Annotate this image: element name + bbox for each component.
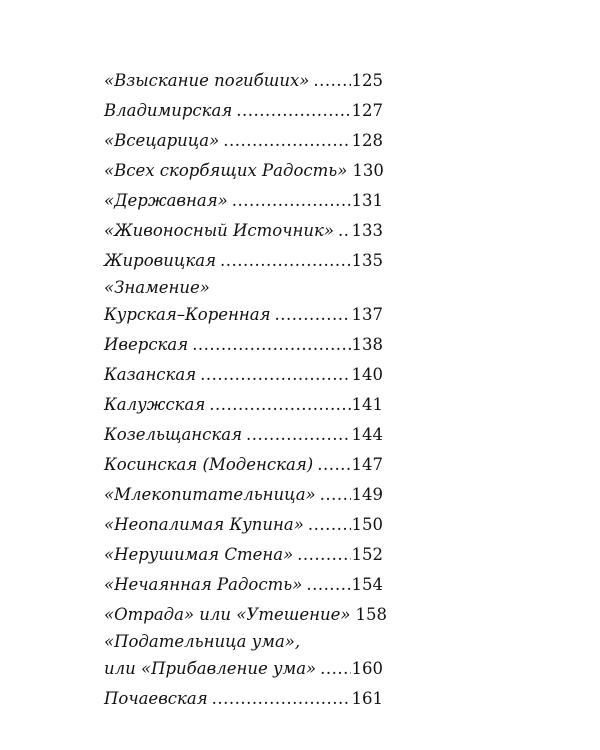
toc-entry-title: «Живоносный Источник» bbox=[104, 221, 334, 240]
page-number: 138 bbox=[351, 335, 383, 354]
dot-leader bbox=[338, 216, 351, 246]
toc-entry-title: «Всецарица» bbox=[104, 131, 220, 150]
toc-entry-title: Иверская bbox=[104, 335, 189, 354]
toc-entry bbox=[104, 156, 383, 186]
toc-entry bbox=[104, 480, 383, 510]
dot-leader bbox=[320, 480, 351, 510]
dot-leader bbox=[200, 360, 350, 390]
table-of-contents bbox=[104, 66, 387, 714]
toc-entry-title: «Всех скорбящих Радость» bbox=[104, 161, 348, 180]
page-number: 127 bbox=[351, 101, 383, 120]
toc-entry-title: Калужская bbox=[104, 395, 206, 414]
toc-entry bbox=[104, 246, 383, 276]
toc-entry-line bbox=[104, 480, 383, 510]
toc-entry-line bbox=[104, 96, 383, 126]
toc-entry bbox=[104, 276, 383, 330]
dot-leader bbox=[236, 96, 350, 126]
page-number: 161 bbox=[351, 689, 383, 708]
toc-entry-line bbox=[104, 126, 383, 156]
page-number: 137 bbox=[351, 305, 383, 324]
page-number: 160 bbox=[351, 659, 383, 678]
toc-entry-title: Почаевская bbox=[104, 689, 208, 708]
toc-entry-line bbox=[104, 684, 383, 714]
toc-entry bbox=[104, 540, 383, 570]
toc-entry-line bbox=[104, 570, 383, 600]
toc-entry bbox=[104, 600, 387, 630]
dot-leader bbox=[209, 390, 350, 420]
dot-leader bbox=[320, 654, 350, 684]
page-number: 144 bbox=[351, 425, 383, 444]
dot-leader bbox=[275, 300, 351, 330]
toc-entry-title: Жировицкая bbox=[104, 251, 217, 270]
toc-entry bbox=[104, 450, 383, 480]
dot-leader bbox=[308, 510, 351, 540]
toc-entry bbox=[104, 360, 383, 390]
toc-entry-line bbox=[104, 420, 383, 450]
toc-entry-title: «Державная» bbox=[104, 191, 228, 210]
toc-entry-line bbox=[104, 66, 383, 96]
page-number: 152 bbox=[351, 545, 383, 564]
toc-entry-line bbox=[104, 156, 383, 186]
toc-entry-line bbox=[104, 654, 383, 684]
page-number: 135 bbox=[351, 251, 383, 270]
toc-entry-line bbox=[104, 216, 383, 246]
dot-leader bbox=[297, 540, 350, 570]
toc-entry-title: «Подательница ума», bbox=[104, 632, 301, 651]
toc-entry-line bbox=[104, 330, 383, 360]
toc-entry-heading-line bbox=[104, 630, 383, 654]
toc-entry-line bbox=[104, 450, 383, 480]
toc-entry-line bbox=[104, 300, 383, 330]
toc-entry-line bbox=[104, 390, 383, 420]
page-number: 141 bbox=[351, 395, 383, 414]
toc-entry-title: Казанская bbox=[104, 365, 197, 384]
page-number: 125 bbox=[351, 71, 383, 90]
toc-entry-line bbox=[104, 510, 383, 540]
toc-entry bbox=[104, 390, 383, 420]
toc-entry bbox=[104, 684, 383, 714]
toc-entry bbox=[104, 570, 383, 600]
toc-entry-line bbox=[104, 246, 383, 276]
toc-entry-title: или «Прибавление ума» bbox=[104, 659, 317, 678]
toc-entry-title: «Неопалимая Купина» bbox=[104, 515, 304, 534]
page-number: 140 bbox=[351, 365, 383, 384]
dot-leader bbox=[192, 330, 350, 360]
dot-leader bbox=[220, 246, 350, 276]
dot-leader bbox=[223, 126, 350, 156]
toc-entry-title: «Взыскание погибших» bbox=[104, 71, 310, 90]
toc-entry-line bbox=[104, 540, 383, 570]
toc-entry bbox=[104, 126, 383, 156]
dot-leader bbox=[212, 684, 351, 714]
dot-leader bbox=[232, 186, 351, 216]
dot-leader bbox=[313, 66, 350, 96]
toc-entry bbox=[104, 510, 383, 540]
page-number: 154 bbox=[351, 575, 383, 594]
page-number: 150 bbox=[351, 515, 383, 534]
dot-leader bbox=[246, 420, 350, 450]
toc-entry-title: «Отрада» или «Утешение» bbox=[104, 605, 351, 624]
toc-entry bbox=[104, 216, 383, 246]
toc-entry-title: Козельщанская bbox=[104, 425, 243, 444]
toc-entry-line bbox=[104, 186, 383, 216]
toc-entry-title: «Нечаянная Радость» bbox=[104, 575, 303, 594]
toc-entry-title: «Млекопитательница» bbox=[104, 485, 316, 504]
toc-entry-title: «Знамение» bbox=[104, 278, 210, 297]
dot-leader bbox=[317, 450, 350, 480]
page-number: 149 bbox=[351, 485, 383, 504]
toc-entry-title: Владимирская bbox=[104, 101, 233, 120]
dot-leader bbox=[306, 570, 350, 600]
toc-entry bbox=[104, 330, 383, 360]
page-number: 147 bbox=[351, 455, 383, 474]
toc-entry-heading-line bbox=[104, 276, 383, 300]
toc-entry bbox=[104, 630, 383, 684]
toc-entry-line bbox=[104, 600, 387, 630]
toc-entry-line bbox=[104, 360, 383, 390]
toc-entry bbox=[104, 96, 383, 126]
toc-entry bbox=[104, 420, 383, 450]
toc-entry-title: «Нерушимая Стена» bbox=[104, 545, 294, 564]
toc-entry-title: Курская–Коренная bbox=[104, 305, 271, 324]
page-number: 131 bbox=[351, 191, 383, 210]
page-number: 158 bbox=[355, 605, 387, 624]
toc-entry bbox=[104, 186, 383, 216]
toc-entry-title: Косинская (Моденская) bbox=[104, 455, 314, 474]
page-number: 130 bbox=[352, 161, 384, 180]
page-number: 128 bbox=[351, 131, 383, 150]
page-number: 133 bbox=[351, 221, 383, 240]
toc-entry bbox=[104, 66, 383, 96]
